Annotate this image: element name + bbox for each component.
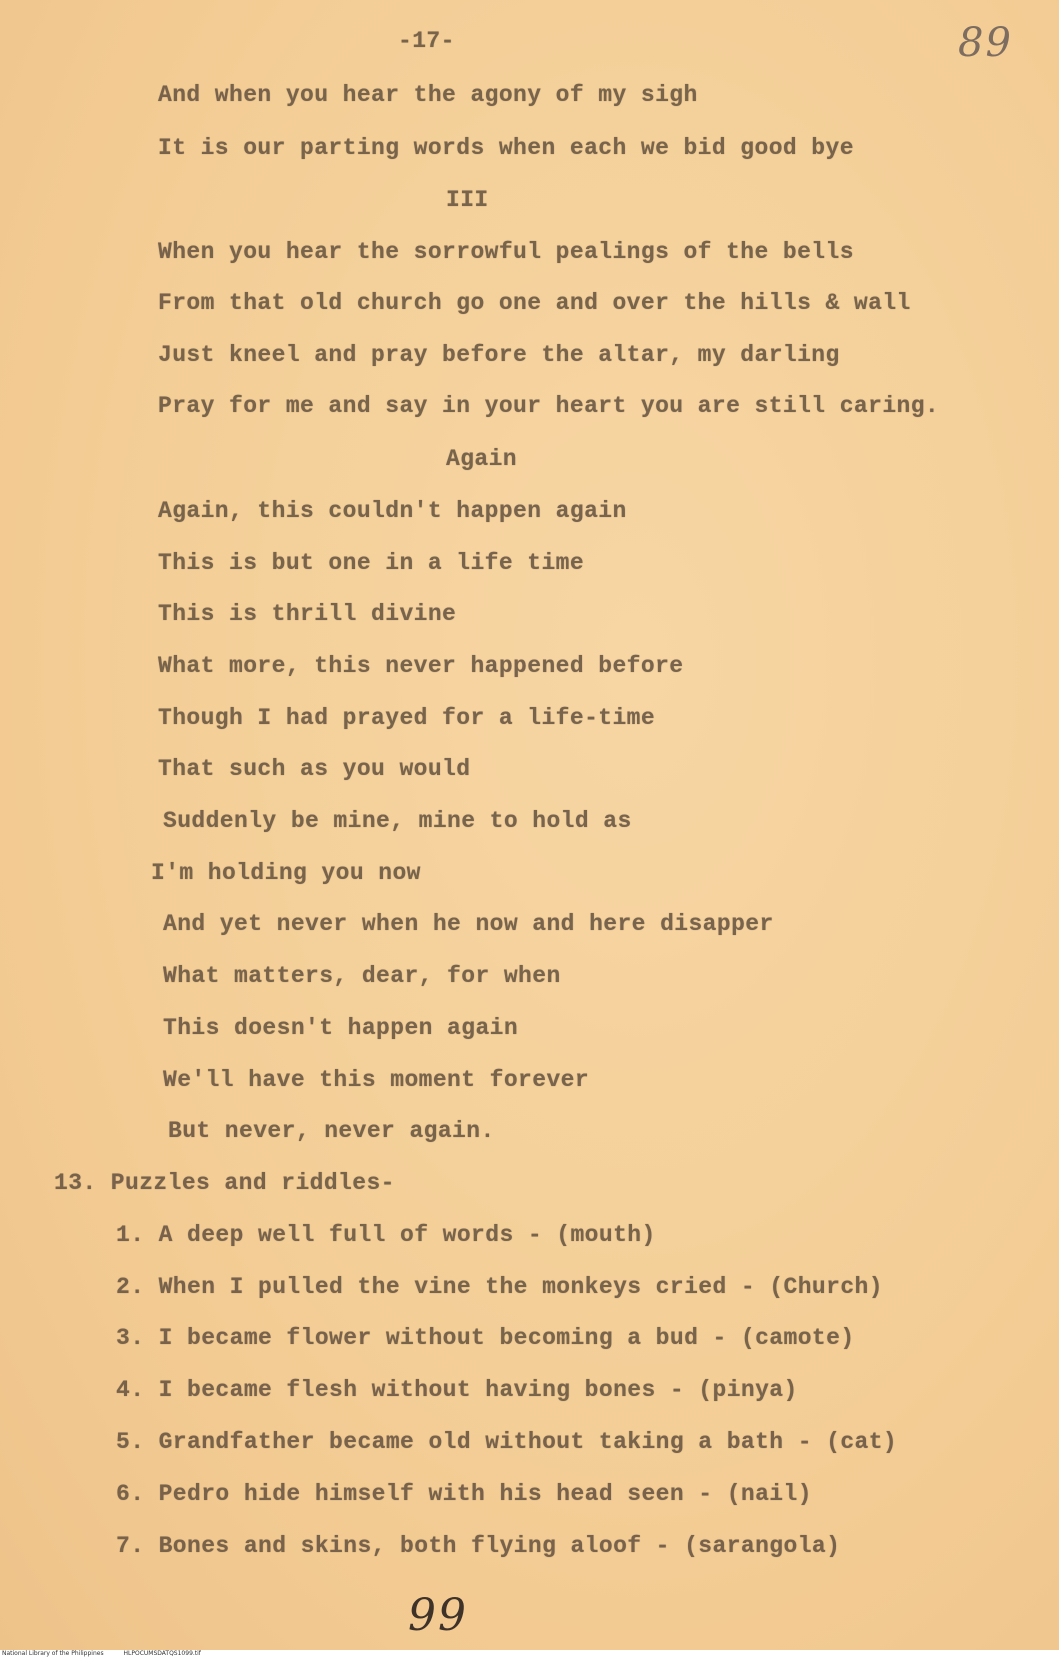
text-line: When you hear the sorrowful pealings of the bells <box>158 239 854 265</box>
song-line: What more, this never happened before <box>158 653 684 679</box>
song-line: Suddenly be mine, mine to hold as <box>163 808 632 834</box>
riddle-item: 2. When I pulled the vine the monkeys cried - (Church) <box>116 1274 883 1300</box>
handwritten-page-number-bottom: 99 <box>408 1590 468 1641</box>
handwritten-page-number-top: 89 <box>958 20 1013 66</box>
scan-footer <box>0 1650 1059 1658</box>
text-line: Just kneel and pray before the altar, my darling <box>158 342 840 368</box>
page-number: -17- <box>398 28 455 54</box>
section-heading: 13. Puzzles and riddles- <box>54 1170 395 1196</box>
stanza-label: III <box>446 187 489 213</box>
song-line: What matters, dear, for when <box>163 963 561 989</box>
song-line: I'm holding you now <box>151 860 421 886</box>
song-line: This is thrill divine <box>158 601 457 627</box>
text-line: It is our parting words when each we bid good bye <box>158 135 854 161</box>
text-line: And when you hear the agony of my sigh <box>158 82 698 108</box>
song-line: But never, never again. <box>168 1118 495 1144</box>
scan-filename: HLPOCUMSDATQS1099.tif <box>123 1650 201 1657</box>
riddle-item: 4. I became flesh without having bones - (pinya) <box>116 1377 798 1403</box>
riddle-item: 5. Grandfather became old without taking a bath - (cat) <box>116 1429 898 1455</box>
library-credit: National Library of the Philippines <box>2 1650 104 1657</box>
riddle-item: 7. Bones and skins, both flying aloof - (sarangola) <box>116 1533 841 1559</box>
song-line: That such as you would <box>158 756 471 782</box>
riddle-item: 6. Pedro hide himself with his head seen - (nail) <box>116 1481 812 1507</box>
song-line: And yet never when he now and here disapper <box>163 911 774 937</box>
song-line: This doesn't happen again <box>163 1015 519 1041</box>
song-line: This is but one in a life time <box>158 550 585 576</box>
text-line: From that old church go one and over the hills & wall <box>158 290 911 316</box>
song-line: We'll have this moment forever <box>163 1067 590 1093</box>
song-line: Though I had prayed for a life-time <box>158 705 656 731</box>
text-line: Pray for me and say in your heart you are still caring. <box>158 393 940 419</box>
riddle-item: 3. I became flower without becoming a bud - (camote) <box>116 1325 855 1351</box>
song-line: Again, this couldn't happen again <box>158 498 627 524</box>
riddle-item: 1. A deep well full of words - (mouth) <box>116 1222 656 1248</box>
song-title: Again <box>446 446 518 472</box>
